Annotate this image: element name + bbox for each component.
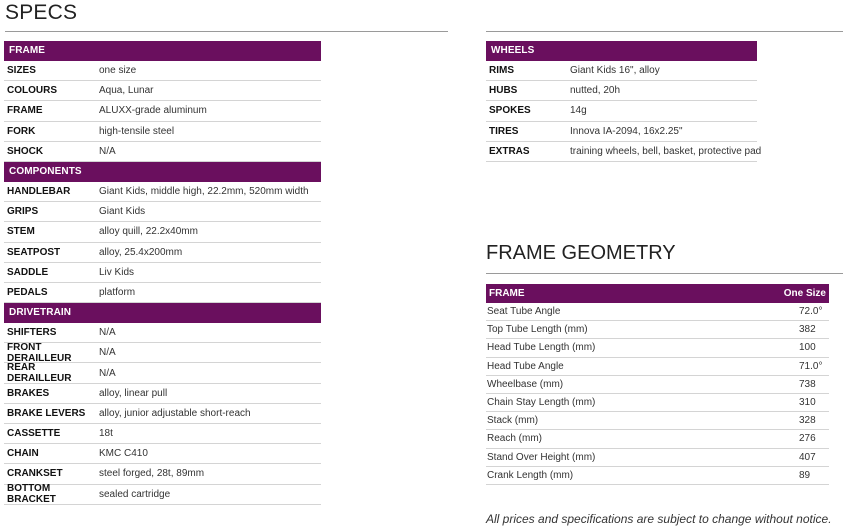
geometry-row (486, 412, 829, 430)
spec-value: ALUXX-grade aluminum (99, 105, 207, 117)
geometry-title-rule (486, 273, 843, 274)
geometry-name: Seat Tube Angle (487, 306, 561, 318)
spec-row (4, 384, 321, 404)
spec-key: FRONT DERAILLEUR (7, 341, 72, 364)
spec-row (4, 81, 321, 101)
title-rule-right (486, 31, 843, 32)
spec-key: EXTRAS (489, 145, 530, 157)
spec-row (4, 424, 321, 444)
geometry-row (486, 321, 829, 339)
spec-value: sealed cartridge (99, 488, 171, 500)
specs-section-components (4, 162, 321, 303)
geometry-value: 310 (799, 397, 816, 409)
geometry-row (486, 449, 829, 467)
geometry-row (486, 467, 829, 485)
geometry-name: Chain Stay Length (mm) (487, 397, 596, 409)
spec-row (4, 182, 321, 202)
spec-key: RIMS (489, 65, 514, 77)
spec-key: SHOCK (7, 145, 44, 157)
geometry-value: 382 (799, 324, 816, 336)
geometry-name: Head Tube Angle (487, 360, 564, 372)
geometry-name: Stack (mm) (487, 415, 539, 427)
spec-value: steel forged, 28t, 89mm (99, 468, 205, 480)
spec-key: SHIFTERS (7, 327, 57, 339)
specs-left-column (4, 41, 321, 505)
spec-key: SEATPOST (7, 246, 61, 258)
spec-value: nutted, 20h (570, 85, 621, 97)
geometry-row (486, 303, 829, 321)
geometry-header-label: FRAME (489, 288, 525, 299)
geometry-header (486, 284, 829, 303)
section-header: DRIVETRAIN (4, 303, 321, 323)
spec-value: N/A (99, 327, 116, 339)
spec-key: GRIPS (7, 206, 39, 218)
spec-row (486, 122, 757, 142)
spec-key: HUBS (489, 85, 518, 97)
geometry-name: Stand Over Height (mm) (487, 451, 596, 463)
spec-value: one size (99, 65, 137, 77)
spec-value: Liv Kids (99, 266, 135, 278)
spec-key: TIRES (489, 125, 519, 137)
spec-value: high-tensile steel (99, 125, 175, 137)
spec-row (486, 61, 757, 81)
spec-value: Giant Kids, middle high, 22.2mm, 520mm width (99, 186, 309, 198)
geometry-name: Head Tube Length (mm) (487, 342, 596, 354)
geometry-row (486, 430, 829, 448)
spec-value: 18t (99, 428, 113, 440)
spec-row (4, 363, 321, 383)
spec-row (4, 263, 321, 283)
spec-key: FRAME (7, 105, 43, 117)
spec-row (4, 61, 321, 81)
geometry-value: 71.0° (799, 360, 823, 372)
spec-key: HANDLEBAR (7, 186, 71, 198)
spec-row (4, 444, 321, 464)
spec-row (486, 81, 757, 101)
spec-row (4, 101, 321, 121)
spec-value: Giant Kids (99, 206, 146, 218)
page-title: SPECS (5, 1, 78, 24)
spec-row (486, 142, 762, 162)
specs-section-drivetrain (4, 303, 321, 505)
spec-value: N/A (99, 367, 116, 379)
title-rule-left (5, 31, 448, 32)
spec-row (4, 464, 321, 484)
geometry-value: 407 (799, 451, 816, 463)
spec-key: BRAKES (7, 387, 50, 399)
spec-value: alloy, junior adjustable short-reach (99, 407, 251, 419)
spec-key: COLOURS (7, 85, 57, 97)
spec-key: SIZES (7, 65, 36, 77)
spec-key: SPOKES (489, 105, 531, 117)
spec-row (4, 142, 321, 162)
spec-value: platform (99, 286, 136, 298)
spec-row (4, 485, 321, 505)
geometry-value: 328 (799, 415, 816, 427)
spec-row (4, 122, 321, 142)
spec-value: Giant Kids 16", alloy (570, 65, 660, 77)
spec-value: training wheels, bell, basket, protective pad (570, 145, 762, 157)
geometry-header-size: One Size (783, 288, 826, 299)
spec-key: PEDALS (7, 286, 48, 298)
geometry-value: 89 (799, 469, 811, 481)
spec-row (4, 323, 321, 343)
spec-value: alloy, linear pull (99, 387, 168, 399)
geometry-row (486, 376, 829, 394)
geometry-title: FRAME GEOMETRY (486, 242, 676, 264)
geometry-value: 276 (799, 433, 816, 445)
geometry-value: 72.0° (799, 306, 823, 318)
spec-key: SADDLE (7, 266, 49, 278)
geometry-name: Wheelbase (mm) (487, 378, 564, 390)
geometry-row (486, 339, 829, 357)
spec-key: REAR DERAILLEUR (7, 362, 72, 385)
spec-key: CRANKSET (7, 468, 63, 480)
geometry-value: 738 (799, 378, 816, 390)
spec-value: alloy quill, 22.2x40mm (99, 226, 198, 238)
spec-value: N/A (99, 145, 116, 157)
spec-row (4, 404, 321, 424)
spec-value: Innova IA-2094, 16x2.25" (570, 125, 683, 137)
spec-key: BOTTOM BRACKET (7, 483, 56, 506)
geometry-value: 100 (799, 342, 816, 354)
section-header: FRAME (4, 41, 321, 61)
spec-key: STEM (7, 226, 35, 238)
spec-value: KMC C410 (99, 448, 148, 460)
spec-row (4, 283, 321, 303)
spec-row (4, 243, 321, 263)
disclaimer: All prices and specifications are subject to change without notice. (486, 512, 832, 526)
geometry-row (486, 358, 829, 376)
spec-key: CASSETTE (7, 428, 61, 440)
spec-value: Aqua, Lunar (99, 85, 154, 97)
specs-section-wheels (486, 41, 762, 162)
geometry-name: Reach (mm) (487, 433, 543, 445)
spec-key: FORK (7, 125, 36, 137)
specs-section-frame (4, 41, 321, 162)
spec-key: BRAKE LEVERS (7, 407, 86, 419)
geometry-name: Crank Length (mm) (487, 469, 574, 481)
spec-value: 14g (570, 105, 587, 117)
spec-row (4, 202, 321, 222)
geometry-row (486, 394, 829, 412)
section-header: WHEELS (486, 41, 757, 61)
spec-row (4, 343, 321, 363)
spec-row (4, 222, 321, 242)
spec-key: CHAIN (7, 448, 39, 460)
spec-value: alloy, 25.4x200mm (99, 246, 183, 258)
geometry-name: Top Tube Length (mm) (487, 324, 588, 336)
spec-row (486, 101, 757, 121)
spec-value: N/A (99, 347, 116, 359)
section-header: COMPONENTS (4, 162, 321, 182)
geometry-table (486, 284, 829, 485)
